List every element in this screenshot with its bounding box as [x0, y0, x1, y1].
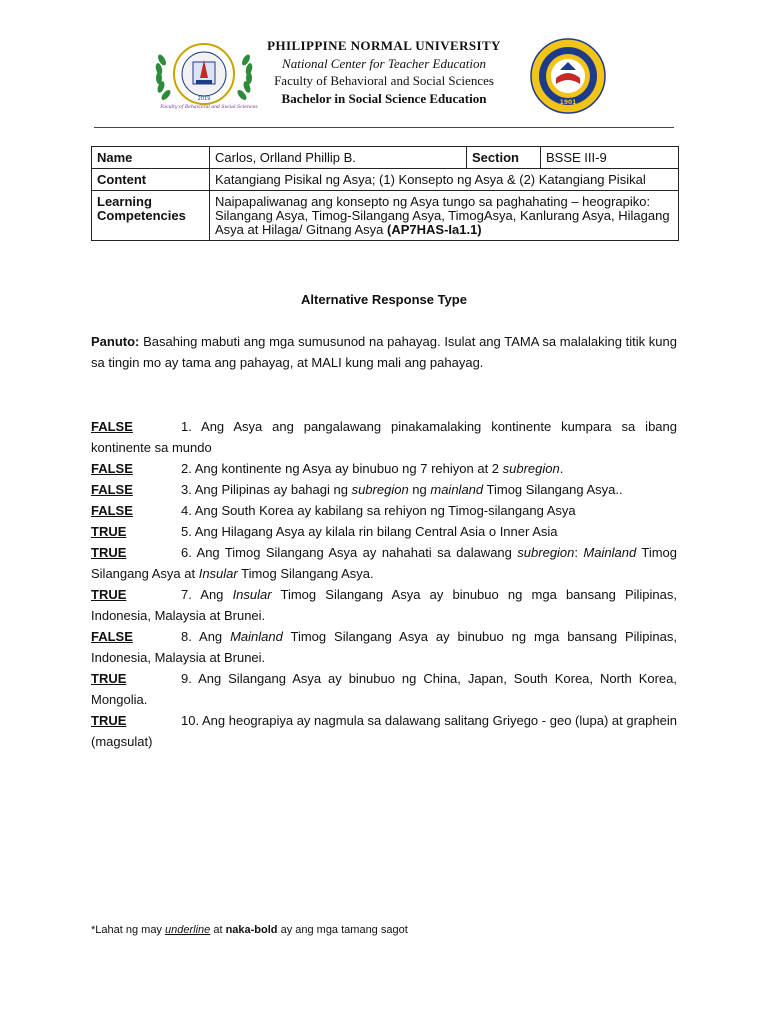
svg-text:Faculty of Behavioral and Soci: Faculty of Behavioral and Social Sciences — [160, 105, 258, 110]
answer-label: FALSE — [91, 482, 133, 497]
section-title: Alternative Response Type — [301, 292, 467, 307]
footnote-mid: at — [210, 924, 226, 936]
item-text: Timog Silangang Asya.. — [483, 482, 623, 497]
list-item — [91, 416, 677, 458]
name-label: Name — [92, 147, 210, 169]
item-italic: subregion — [502, 461, 560, 476]
center-name: National Center for Teacher Education — [282, 55, 486, 71]
item-text: Timog Silangang Asya. — [237, 566, 374, 581]
header-divider — [94, 127, 674, 128]
item-text: 6. Ang Timog Silangang Asya ay nahahati sa dalawang — [181, 545, 518, 560]
item-text: 5. Ang Hilagang Asya ay kilala rin bilang Central Asia o Inner Asia — [181, 524, 558, 539]
svg-text:2019: 2019 — [197, 96, 211, 102]
question-list — [91, 416, 677, 752]
header-text-block — [240, 37, 528, 107]
item-text: Timog Silangang Asya ay binubuo ng mga bansang Pilipinas, Indonesia, Malaysia at Brunei. — [91, 629, 677, 665]
item-italic: Insular — [198, 566, 238, 581]
content-value: Katangiang Pisikal ng Asya; (1) Konsepto ng Asya & (2) Katangiang Pisikal — [210, 169, 679, 191]
list-item — [91, 584, 677, 626]
item-text: 9. Ang Silangang Asya ay binubuo ng China, Japan, South Korea, North Korea, Mongolia. — [91, 671, 677, 707]
list-item — [91, 710, 677, 752]
faculty-name: Faculty of Behavioral and Social Sciences — [274, 73, 494, 88]
content-label: Content — [92, 169, 210, 191]
table-row — [92, 147, 679, 169]
competencies-label-line1: Learning — [97, 194, 152, 209]
item-text: Timog Silangang Asya at — [91, 545, 677, 581]
answer-label: TRUE — [91, 545, 127, 560]
item-italic: Mainland — [583, 545, 637, 560]
answer-label: TRUE — [91, 713, 127, 728]
item-text: 4. Ang South Korea ay kabilang sa rehiyon ng Timog-silangang Asya — [181, 503, 576, 518]
university-seal-icon — [530, 38, 606, 114]
program-name: Bachelor in Social Science Education — [281, 90, 487, 106]
list-item — [91, 542, 677, 584]
list-item — [91, 668, 677, 710]
info-table — [91, 146, 679, 241]
competencies-label-line2: Competencies — [97, 208, 186, 223]
footnote-bold-word: naka-bold — [225, 924, 278, 936]
footnote — [91, 924, 408, 936]
answer-label: FALSE — [91, 461, 133, 476]
answer-label: FALSE — [91, 419, 133, 434]
section-label: Section — [467, 147, 541, 169]
competencies-value — [210, 191, 679, 241]
footnote-prefix: *Lahat ng may — [91, 924, 165, 936]
footnote-underline-word: underline — [165, 924, 211, 936]
university-name: PHILIPPINE NORMAL UNIVERSITY — [267, 38, 501, 53]
instructions — [91, 331, 677, 373]
item-text: 10. Ang heograpiya ay nagmula sa dalawang salitang Griyego - geo (lupa) at graphein (magsulat) — [91, 713, 677, 749]
answer-label: FALSE — [91, 629, 133, 644]
section-value: BSSE III-9 — [541, 147, 679, 169]
footnote-suffix: ay ang mga tamang sagot — [277, 924, 408, 936]
list-item — [91, 479, 677, 500]
svg-text:1901: 1901 — [559, 99, 577, 106]
answer-label: TRUE — [91, 524, 127, 539]
item-text: 3. Ang Pilipinas ay bahagi ng — [181, 482, 352, 497]
competencies-code: (AP7HAS-Ia1.1) — [387, 222, 482, 237]
list-item — [91, 521, 677, 542]
list-item — [91, 500, 677, 521]
answer-label: TRUE — [91, 671, 127, 686]
item-text: ng — [408, 482, 431, 497]
item-text: : — [574, 545, 584, 560]
answer-label: FALSE — [91, 503, 133, 518]
item-italic: Mainland — [230, 629, 283, 644]
item-text: . — [559, 461, 564, 476]
item-text: 1. Ang Asya ang pangalawang pinakamalaking kontinente kumpara sa ibang kontinente sa mundo — [91, 419, 677, 455]
answer-label: TRUE — [91, 587, 127, 602]
list-item — [91, 626, 677, 668]
item-text: Timog Silangang Asya ay binubuo ng mga bansang Pilipinas, Indonesia, Malaysia at Brunei. — [91, 587, 677, 623]
item-italic: Insular — [232, 587, 272, 602]
item-italic: mainland — [430, 482, 484, 497]
instructions-label: Panuto: — [91, 334, 140, 349]
item-italic: subregion — [517, 545, 575, 560]
table-row — [92, 169, 679, 191]
competencies-text: Naipapaliwanag ang konsepto ng Asya tungo sa paghahating – heograpiko: Silangang Asya, Timog-Silangang Asya, TimogAsya, Kanlurang Asya, Hilagang Asya at Hilaga/ Gitnang Asya — [215, 194, 670, 237]
instructions-text: Basahing mabuti ang mga sumusunod na pahayag. Isulat ang TAMA sa malalaking titik kung sa tingin mo ay tama ang pahayag, at MALI kung mali ang pahayag. — [91, 334, 677, 370]
item-text: 8. Ang — [181, 629, 231, 644]
document-header — [0, 0, 768, 130]
item-italic: subregion — [351, 482, 409, 497]
list-item — [91, 458, 677, 479]
table-row — [92, 191, 679, 241]
competencies-label — [92, 191, 210, 241]
item-text: 7. Ang — [181, 587, 233, 602]
name-value: Carlos, Orlland Phillip B. — [210, 147, 467, 169]
item-text: 2. Ang kontinente ng Asya ay binubuo ng 7 rehiyon at 2 — [181, 461, 503, 476]
